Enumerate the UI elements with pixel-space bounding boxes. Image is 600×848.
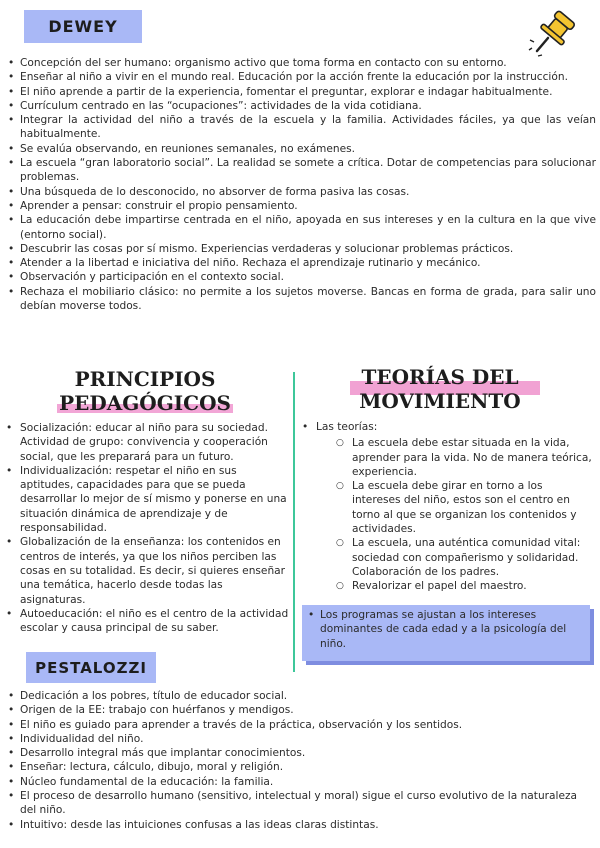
list-item: • Globalización de la enseñanza: los contenidos en centros de interés, ya que los niños perciben las cosas en su totalidad. Es decir, si quieres enseñar una temática, hacerlo desde todas las asignaturas.	[6, 535, 291, 606]
list-item: • La escuela “gran laboratorio social”. La realidad se somete a crítica. Dotar de competencias para solucionar problemas.	[8, 156, 596, 185]
list-item: • Núcleo fundamental de la educación: la familia.	[8, 775, 596, 789]
dewey-title: DEWEY	[24, 10, 142, 43]
teorias-sublist	[316, 436, 594, 593]
list-item: • Descubrir las cosas por sí mismo. Experiencias verdaderas y solucionar problemas prácticos.	[8, 242, 596, 256]
teorias-callout: • Los programas se ajustan a los intereses dominantes de cada edad y a la psicología del niño.	[302, 605, 590, 661]
principios-title-line2	[40, 391, 250, 415]
principios-title	[40, 367, 250, 415]
list-item: • Individualidad del niño.	[8, 732, 596, 746]
teorias-title-line2: MOVIMIENTO	[359, 389, 521, 413]
list-item: • El proceso de desarrollo humano (sensitivo, intelectual y moral) sigue el curso evolutivo de la naturaleza del niño.	[8, 789, 596, 818]
list-item: • Rechaza el mobiliario clásico: no permite a los sujetos moverse. Bancas en forma de grada, para salir uno debían moverse todos.	[8, 285, 596, 314]
list-item: • Integrar la actividad del niño a través de la escuela y la familia. Actividades fáciles, ya que las veían habitualmente.	[8, 113, 596, 142]
teorias-list	[302, 420, 594, 594]
list-item: • La educación debe impartirse centrada en el niño, apoyada en sus intereses y en la cultura en la que vive (entorno social).	[8, 213, 596, 242]
list-item: • Enseñar: lectura, cálculo, dibujo, moral y religión.	[8, 760, 596, 774]
teorias-intro: Las teorías:	[316, 421, 378, 433]
sub-list-item: ○ La escuela debe girar en torno a los intereses del niño, estos son el centro en torno al que se organizan los contenidos y actividades.	[316, 479, 594, 536]
push-pin-icon	[528, 4, 582, 58]
list-item: • Desarrollo integral más que implantar conocimientos.	[8, 746, 596, 760]
dewey-list	[8, 56, 596, 313]
sub-list-item: ○ La escuela debe estar situada en la vida, aprender para la vida. No de manera teórica, experiencia.	[316, 436, 594, 479]
pestalozzi-title: PESTALOZZI	[26, 652, 156, 683]
principios-title-line2-text: PEDAGÓGICOS	[59, 391, 231, 415]
list-item: • Origen de la EE: trabajo con huérfanos y mendigos.	[8, 703, 596, 717]
list-item: • Concepción del ser humano: organismo activo que toma forma en contacto con su entorno.	[8, 56, 596, 70]
list-item: • Autoeducación: el niño es el centro de la actividad escolar y causa principal de su saber.	[6, 607, 291, 636]
list-item: • El niño aprende a partir de la experiencia, fomentar el preguntar, explorar e indagar habitualmente.	[8, 85, 596, 99]
list-item: • Una búsqueda de lo desconocido, no absorver de forma pasiva las cosas.	[8, 185, 596, 199]
list-item: • Socialización: educar al niño para su sociedad. Actividad de grupo: convivencia y cooperación social, que les preparará para un futuro.	[6, 421, 291, 464]
list-item: • Currículum centrado en las “ocupaciones”: actividades de la vida cotidiana.	[8, 99, 596, 113]
teorias-title-line1: TEORÍAS DEL	[361, 365, 519, 389]
sub-list-item: ○ Revalorizar el papel del maestro.	[316, 579, 594, 593]
list-item	[302, 420, 594, 594]
list-item: • Intuitivo: desde las intuiciones confusas a las ideas claras distintas.	[8, 818, 596, 832]
sub-list-item: ○ La escuela, una auténtica comunidad vital: sociedad con compañerismo y solidaridad. Colaboración de los padres.	[316, 536, 594, 579]
list-item: • Enseñar al niño a vivir en el mundo real. Educación por la acción frente la educación por la instrucción.	[8, 70, 596, 84]
teorias-title	[335, 365, 545, 413]
pestalozzi-list	[8, 689, 596, 832]
list-item: • Se evalúa observando, en reuniones semanales, no exámenes.	[8, 142, 596, 156]
list-item: • Atender a la libertad e iniciativa del niño. Rechaza el aprendizaje rutinario y mecánico.	[8, 256, 596, 270]
principios-list	[6, 421, 291, 635]
list-item: • Aprender a pensar: construir el propio pensamiento.	[8, 199, 596, 213]
column-divider	[293, 372, 295, 672]
list-item: • Observación y participación en el contexto social.	[8, 270, 596, 284]
principios-title-line1: PRINCIPIOS	[74, 367, 216, 391]
list-item: • Individualización: respetar el niño en sus aptitudes, capacidades para que se pueda desarrollar lo mejor de sí mismo y ponerse en una situación dinámica de aprendizaje y de responsabilidad.	[6, 464, 291, 535]
list-item: • El niño es guiado para aprender a través de la práctica, observación y los sentidos.	[8, 718, 596, 732]
list-item: • Dedicación a los pobres, título de educador social.	[8, 689, 596, 703]
